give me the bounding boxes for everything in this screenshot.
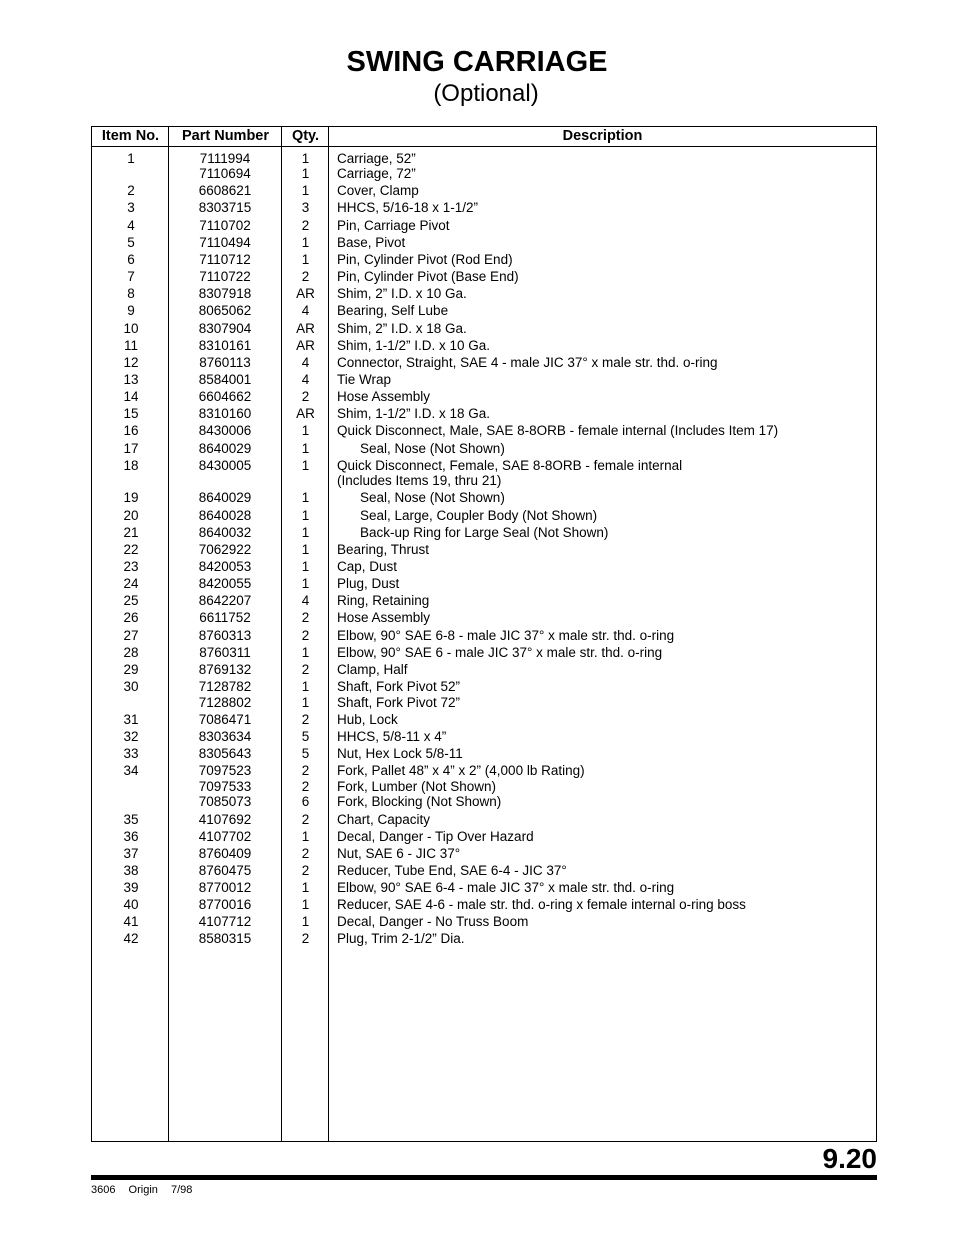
item-number: 31 [123, 712, 139, 727]
description: Pin, Cylinder Pivot (Base End) [337, 269, 519, 284]
description: Pin, Cylinder Pivot (Rod End) [337, 252, 513, 267]
item-number: 32 [123, 729, 139, 744]
description: Pin, Carriage Pivot [337, 218, 450, 233]
quantity: 2 [301, 846, 310, 861]
item-number: 29 [123, 662, 139, 677]
item-number: 38 [123, 863, 139, 878]
description: Plug, Trim 2-1/2” Dia. [337, 931, 465, 946]
quantity: 1 [301, 914, 310, 929]
part-number: 7110712 [199, 252, 251, 267]
description: Bearing, Thrust [337, 542, 430, 557]
quantity: 2 [301, 610, 310, 625]
part-number: 7062922 [198, 542, 252, 557]
quantity: 1 [301, 166, 310, 181]
quantity: 1 [301, 880, 310, 895]
item-number: 30 [123, 679, 139, 694]
quantity: 1 [301, 576, 310, 591]
quantity: 1 [301, 458, 310, 473]
quantity: 1 [301, 829, 310, 844]
description: Tie Wrap [337, 372, 392, 387]
part-number: 7110494 [199, 235, 251, 250]
quantity: 1 [301, 559, 310, 574]
item-number: 11 [123, 338, 138, 353]
item-number: 21 [123, 525, 139, 540]
item-number: 4 [127, 218, 135, 233]
quantity: 2 [301, 218, 310, 233]
description: Connector, Straight, SAE 4 - male JIC 37° x male str. thd. o-ring [337, 355, 718, 370]
column-header-description: Description [329, 127, 876, 147]
part-number: 7085073 [198, 794, 252, 809]
quantity: 3 [301, 200, 310, 215]
description: Carriage, 72” [337, 166, 416, 181]
item-number: 37 [123, 846, 139, 861]
description: Elbow, 90° SAE 6-4 - male JIC 37° x male str. thd. o-ring [337, 880, 675, 895]
part-number: 7110694 [199, 166, 251, 181]
part-number: 8430005 [198, 458, 252, 473]
part-number: 8303715 [198, 200, 252, 215]
part-number: 7128782 [198, 679, 252, 694]
part-number: 6611752 [199, 610, 251, 625]
description: Cap, Dust [337, 559, 398, 574]
item-number: 13 [123, 372, 139, 387]
description: Nut, SAE 6 - JIC 37° [337, 846, 461, 861]
part-number: 4107692 [198, 812, 252, 827]
description: Quick Disconnect, Male, SAE 8-8ORB - female internal (Includes Item 17) [337, 423, 779, 438]
part-number: 8580315 [198, 931, 252, 946]
item-number: 28 [123, 645, 139, 660]
item-number: 2 [127, 183, 135, 198]
description: Seal, Nose (Not Shown) [360, 490, 505, 505]
description: Seal, Large, Coupler Body (Not Shown) [360, 508, 598, 523]
item-number: 9 [127, 303, 135, 318]
item-number: 14 [123, 389, 139, 404]
quantity: 1 [301, 525, 310, 540]
part-number: 8769132 [198, 662, 252, 677]
part-number: 8584001 [198, 372, 252, 387]
quantity: 4 [301, 355, 310, 370]
description: Shim, 2” I.D. x 10 Ga. [337, 286, 467, 301]
item-number: 24 [123, 576, 139, 591]
part-number: 7110702 [199, 218, 251, 233]
item-number: 41 [123, 914, 139, 929]
page-subtitle: (Optional) [433, 80, 539, 107]
description: Elbow, 90° SAE 6 - male JIC 37° x male str. thd. o-ring [337, 645, 663, 660]
footer-date: 7/98 [170, 1184, 193, 1196]
quantity: 2 [301, 812, 310, 827]
footer-label: Origin [128, 1184, 158, 1196]
item-number: 39 [123, 880, 139, 895]
description: Shim, 1-1/2” I.D. x 10 Ga. [337, 338, 491, 353]
part-number: 4107702 [198, 829, 252, 844]
description: Base, Pivot [337, 235, 406, 250]
item-number: 42 [123, 931, 139, 946]
part-number: 8303634 [198, 729, 252, 744]
description: HHCS, 5/16-18 x 1-1/2” [337, 200, 479, 215]
part-number: 7097523 [198, 763, 252, 778]
part-number: 6604662 [198, 389, 252, 404]
description: Nut, Hex Lock 5/8-11 [337, 746, 463, 761]
quantity: 2 [301, 863, 310, 878]
item-number: 7 [127, 269, 135, 284]
description: Hose Assembly [337, 389, 431, 404]
description: Shaft, Fork Pivot 52” [337, 679, 461, 694]
description: (Includes Items 19, thru 21) [337, 473, 502, 488]
part-number: 8760409 [198, 846, 252, 861]
part-number: 8640029 [198, 441, 252, 456]
description: Carriage, 52” [337, 151, 416, 166]
quantity: 1 [301, 645, 310, 660]
quantity: AR [296, 406, 315, 421]
quantity: 1 [301, 542, 310, 557]
part-number: 8770012 [198, 880, 252, 895]
part-number: 8307918 [198, 286, 252, 301]
description: Shim, 2” I.D. x 18 Ga. [337, 321, 467, 336]
item-number: 23 [123, 559, 139, 574]
part-number: 8760113 [199, 355, 251, 370]
description: Back-up Ring for Large Seal (Not Shown) [360, 525, 609, 540]
description: Bearing, Self Lube [337, 303, 449, 318]
description: Elbow, 90° SAE 6-8 - male JIC 37° x male str. thd. o-ring [337, 628, 675, 643]
footer-model: 3606 [91, 1184, 116, 1196]
part-number: 8310160 [198, 406, 252, 421]
page-title: SWING CARRIAGE [346, 46, 608, 78]
item-number: 15 [123, 406, 139, 421]
quantity: 1 [301, 897, 310, 912]
part-number: 8760311 [199, 645, 251, 660]
quantity: 2 [301, 712, 310, 727]
part-number: 8065062 [198, 303, 252, 318]
item-number: 5 [127, 235, 135, 250]
quantity: 2 [301, 269, 310, 284]
description: Chart, Capacity [337, 812, 431, 827]
column-header-part: Part Number [169, 127, 282, 147]
item-number: 27 [123, 628, 139, 643]
description: Plug, Dust [337, 576, 400, 591]
description: Hub, Lock [337, 712, 398, 727]
item-number: 3 [127, 200, 135, 215]
part-number: 8430006 [198, 423, 252, 438]
part-number: 8640032 [198, 525, 252, 540]
item-number: 19 [123, 490, 139, 505]
part-number: 8307904 [198, 321, 252, 336]
part-number: 7128802 [198, 695, 252, 710]
quantity: 2 [301, 389, 310, 404]
part-number: 7086471 [198, 712, 252, 727]
description: Fork, Pallet 48” x 4” x 2” (4,000 lb Rating) [337, 763, 585, 778]
quantity: 2 [301, 628, 310, 643]
part-number: 8760313 [198, 628, 252, 643]
item-number: 12 [123, 355, 139, 370]
quantity: 2 [301, 662, 310, 677]
page-number: 9.20 [822, 1143, 877, 1174]
quantity: 4 [301, 372, 310, 387]
item-number: 22 [123, 542, 139, 557]
part-number: 7097533 [198, 779, 252, 794]
quantity: 1 [301, 508, 310, 523]
part-number: 8760475 [198, 863, 252, 878]
part-number: 7110722 [199, 269, 251, 284]
description: Clamp, Half [337, 662, 408, 677]
part-number: 8420053 [198, 559, 252, 574]
description: Fork, Lumber (Not Shown) [337, 779, 497, 794]
description: Decal, Danger - No Truss Boom [337, 914, 529, 929]
description: Fork, Blocking (Not Shown) [337, 794, 502, 809]
footer [91, 1184, 202, 1196]
part-number: 6608621 [198, 183, 252, 198]
quantity: 2 [301, 763, 310, 778]
quantity: 1 [301, 441, 310, 456]
item-number: 1 [127, 151, 135, 166]
quantity: 4 [301, 593, 310, 608]
item-number: 8 [127, 286, 135, 301]
quantity: AR [296, 321, 315, 336]
part-number: 8640029 [198, 490, 252, 505]
item-number: 17 [123, 441, 139, 456]
item-number: 33 [123, 746, 139, 761]
part-number: 7111994 [199, 151, 251, 166]
description: Quick Disconnect, Female, SAE 8-8ORB - female internal [337, 458, 683, 473]
item-number: 36 [123, 829, 139, 844]
description: Decal, Danger - Tip Over Hazard [337, 829, 534, 844]
description: Shim, 1-1/2” I.D. x 18 Ga. [337, 406, 491, 421]
item-number: 40 [123, 897, 139, 912]
quantity: 5 [301, 729, 310, 744]
part-number: 8310161 [198, 338, 252, 353]
item-number: 6 [127, 252, 135, 267]
quantity: 2 [301, 931, 310, 946]
quantity: 6 [301, 794, 310, 809]
parts-table [91, 126, 877, 1142]
item-number: 35 [123, 812, 139, 827]
quantity: 1 [301, 235, 310, 250]
description: Shaft, Fork Pivot 72” [337, 695, 461, 710]
part-number: 8642207 [198, 593, 252, 608]
description: Reducer, SAE 4-6 - male str. thd. o-ring x female internal o-ring boss [337, 897, 746, 912]
column-header-qty: Qty. [282, 127, 329, 147]
description: HHCS, 5/8-11 x 4” [337, 729, 447, 744]
quantity: 1 [301, 252, 310, 267]
item-number: 20 [123, 508, 139, 523]
item-number: 34 [123, 763, 139, 778]
quantity: 1 [301, 490, 310, 505]
description: Seal, Nose (Not Shown) [360, 441, 505, 456]
item-number: 25 [123, 593, 139, 608]
footer-rule [91, 1175, 877, 1180]
item-number: 10 [123, 321, 139, 336]
part-number: 8640028 [198, 508, 252, 523]
quantity: 1 [301, 423, 310, 438]
description: Ring, Retaining [337, 593, 430, 608]
column-header-item: Item No. [92, 127, 169, 147]
quantity: 4 [301, 303, 310, 318]
item-number: 16 [123, 423, 139, 438]
item-number: 18 [123, 458, 139, 473]
part-number: 8420055 [198, 576, 252, 591]
part-number: 8770016 [198, 897, 252, 912]
description: Hose Assembly [337, 610, 431, 625]
part-number: 4107712 [198, 914, 252, 929]
quantity: 1 [301, 695, 310, 710]
quantity: AR [296, 286, 315, 301]
quantity: AR [296, 338, 315, 353]
quantity: 1 [301, 183, 310, 198]
quantity: 5 [301, 746, 310, 761]
quantity: 2 [301, 779, 310, 794]
description: Reducer, Tube End, SAE 6-4 - JIC 37° [337, 863, 567, 878]
part-number: 8305643 [198, 746, 252, 761]
item-number: 26 [123, 610, 139, 625]
quantity: 1 [301, 679, 310, 694]
description: Cover, Clamp [337, 183, 419, 198]
quantity: 1 [301, 151, 310, 166]
